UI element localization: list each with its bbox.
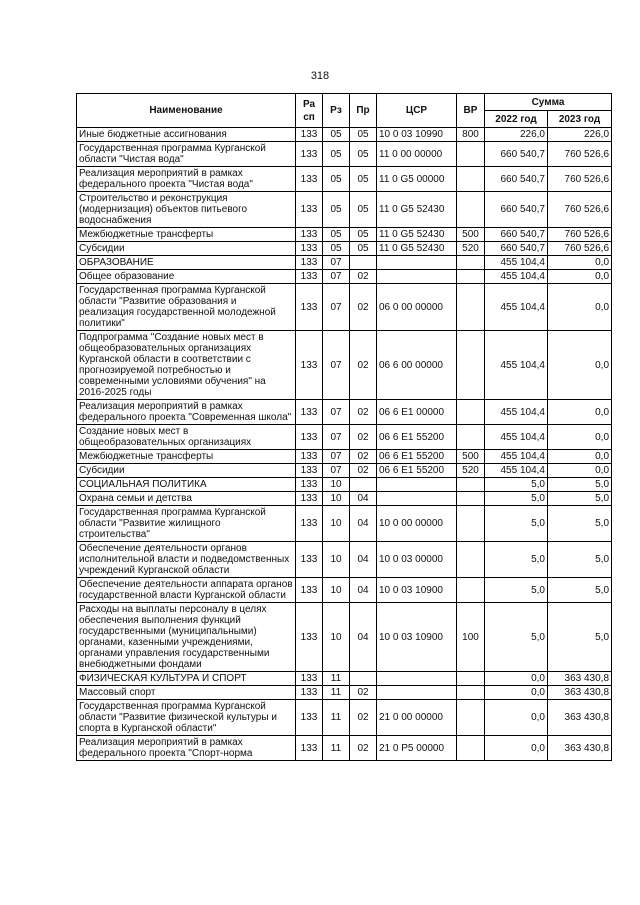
- cell-y2022: 455 104,4: [485, 450, 548, 464]
- cell-name: Подпрограмма "Создание новых мест в общеобразовательных организациях Курганской области в соответствии с прогнозируемой потребностью и современными условиями обучения" на 2016-2025 годы: [77, 331, 296, 400]
- cell-rasp: 133: [296, 478, 323, 492]
- cell-y2023: 363 430,8: [548, 686, 612, 700]
- table-row: [77, 167, 612, 192]
- table-row: [77, 256, 612, 270]
- table-row: [77, 242, 612, 256]
- cell-vr: 520: [457, 464, 485, 478]
- cell-y2023: 363 430,8: [548, 672, 612, 686]
- cell-y2023: 0,0: [548, 256, 612, 270]
- cell-vr: [457, 425, 485, 450]
- cell-rz: 10: [323, 542, 350, 578]
- cell-name: Реализация мероприятий в рамках федерального проекта "Чистая вода": [77, 167, 296, 192]
- cell-csr: 11 0 G5 52430: [377, 192, 457, 228]
- cell-rz: 05: [323, 128, 350, 142]
- header-rz: Рз: [323, 94, 350, 128]
- cell-rasp: 133: [296, 464, 323, 478]
- cell-rasp: 133: [296, 228, 323, 242]
- cell-y2022: 455 104,4: [485, 425, 548, 450]
- cell-vr: [457, 506, 485, 542]
- cell-rz: 10: [323, 578, 350, 603]
- cell-name: Государственная программа Курганской области "Развитие физической культуры и спорта в Курганской области": [77, 700, 296, 736]
- cell-y2022: 455 104,4: [485, 464, 548, 478]
- cell-rasp: 133: [296, 672, 323, 686]
- header-csr: ЦСР: [377, 94, 457, 128]
- cell-csr: 10 0 03 10900: [377, 578, 457, 603]
- cell-vr: 800: [457, 128, 485, 142]
- cell-vr: [457, 492, 485, 506]
- cell-csr: [377, 686, 457, 700]
- cell-name: ФИЗИЧЕСКАЯ КУЛЬТУРА И СПОРТ: [77, 672, 296, 686]
- cell-name: Межбюджетные трансферты: [77, 450, 296, 464]
- cell-y2022: 0,0: [485, 736, 548, 761]
- table-body: [77, 128, 612, 761]
- cell-vr: [457, 672, 485, 686]
- table-row: [77, 736, 612, 761]
- table-row: [77, 542, 612, 578]
- header-2022: 2022 год: [485, 111, 548, 128]
- cell-vr: [457, 686, 485, 700]
- cell-pr: 02: [350, 331, 377, 400]
- table-row: [77, 603, 612, 672]
- cell-y2023: 760 526,6: [548, 142, 612, 167]
- cell-rz: 07: [323, 270, 350, 284]
- cell-name: Государственная программа Курганской области "Развитие жилищного строительства": [77, 506, 296, 542]
- cell-y2022: 660 540,7: [485, 192, 548, 228]
- cell-rz: 05: [323, 167, 350, 192]
- cell-rasp: 133: [296, 425, 323, 450]
- cell-vr: [457, 167, 485, 192]
- cell-pr: 02: [350, 425, 377, 450]
- cell-csr: 11 0 00 00000: [377, 142, 457, 167]
- cell-y2022: 5,0: [485, 506, 548, 542]
- cell-name: ОБРАЗОВАНИЕ: [77, 256, 296, 270]
- cell-vr: [457, 331, 485, 400]
- cell-rz: 05: [323, 242, 350, 256]
- header-rasp: Ра сп: [296, 94, 323, 128]
- cell-rasp: 133: [296, 700, 323, 736]
- cell-rz: 11: [323, 700, 350, 736]
- cell-name: Субсидии: [77, 464, 296, 478]
- table-row: [77, 331, 612, 400]
- cell-csr: 10 0 03 00000: [377, 542, 457, 578]
- cell-vr: 520: [457, 242, 485, 256]
- cell-rasp: 133: [296, 128, 323, 142]
- cell-name: Охрана семьи и детства: [77, 492, 296, 506]
- cell-y2022: 5,0: [485, 542, 548, 578]
- cell-pr: 05: [350, 142, 377, 167]
- cell-y2022: 0,0: [485, 672, 548, 686]
- page-number: 318: [310, 70, 330, 82]
- cell-rasp: 133: [296, 578, 323, 603]
- cell-y2023: 363 430,8: [548, 700, 612, 736]
- cell-y2022: 5,0: [485, 603, 548, 672]
- cell-pr: 05: [350, 242, 377, 256]
- cell-csr: 10 0 03 10900: [377, 603, 457, 672]
- cell-name: Государственная программа Курганской области "Развитие образования и реализация государственной молодежной политики": [77, 284, 296, 331]
- cell-rz: 11: [323, 736, 350, 761]
- table-row: [77, 228, 612, 242]
- cell-vr: [457, 284, 485, 331]
- cell-pr: 02: [350, 686, 377, 700]
- cell-name: СОЦИАЛЬНАЯ ПОЛИТИКА: [77, 478, 296, 492]
- cell-y2023: 0,0: [548, 284, 612, 331]
- cell-vr: [457, 256, 485, 270]
- cell-rz: 10: [323, 506, 350, 542]
- cell-rasp: 133: [296, 603, 323, 672]
- cell-y2023: 226,0: [548, 128, 612, 142]
- cell-y2023: 760 526,6: [548, 228, 612, 242]
- cell-pr: 05: [350, 228, 377, 242]
- cell-y2022: 660 540,7: [485, 228, 548, 242]
- cell-y2022: 0,0: [485, 700, 548, 736]
- cell-y2023: 5,0: [548, 542, 612, 578]
- cell-y2023: 0,0: [548, 464, 612, 478]
- table-row: [77, 142, 612, 167]
- table-row: [77, 284, 612, 331]
- cell-rasp: 133: [296, 270, 323, 284]
- cell-rz: 07: [323, 450, 350, 464]
- cell-y2023: 5,0: [548, 506, 612, 542]
- cell-y2022: 455 104,4: [485, 256, 548, 270]
- cell-rz: 07: [323, 400, 350, 425]
- table-row: [77, 478, 612, 492]
- cell-rz: 11: [323, 686, 350, 700]
- cell-vr: [457, 142, 485, 167]
- cell-vr: [457, 270, 485, 284]
- cell-name: Расходы на выплаты персоналу в целях обеспечения выполнения функций государственными (муниципальными) органами, казенными учреждениями, органами управления государственными внебюджетными фондами: [77, 603, 296, 672]
- cell-rasp: 133: [296, 492, 323, 506]
- cell-csr: 10 0 03 10990: [377, 128, 457, 142]
- cell-y2023: 0,0: [548, 400, 612, 425]
- cell-csr: 11 0 G5 52430: [377, 228, 457, 242]
- cell-pr: 05: [350, 167, 377, 192]
- cell-csr: 06 6 E1 00000: [377, 400, 457, 425]
- header-name: Наименование: [77, 94, 296, 128]
- cell-pr: 02: [350, 450, 377, 464]
- cell-rz: 07: [323, 284, 350, 331]
- cell-y2022: 226,0: [485, 128, 548, 142]
- cell-csr: [377, 256, 457, 270]
- cell-pr: [350, 478, 377, 492]
- cell-pr: 02: [350, 464, 377, 478]
- cell-y2022: 660 540,7: [485, 242, 548, 256]
- cell-rasp: 133: [296, 450, 323, 464]
- cell-y2023: 363 430,8: [548, 736, 612, 761]
- cell-y2023: 5,0: [548, 578, 612, 603]
- cell-pr: 02: [350, 700, 377, 736]
- header-vr: ВР: [457, 94, 485, 128]
- cell-vr: [457, 542, 485, 578]
- cell-rz: 07: [323, 425, 350, 450]
- cell-vr: [457, 700, 485, 736]
- cell-pr: [350, 672, 377, 686]
- cell-rz: 10: [323, 478, 350, 492]
- cell-csr: [377, 492, 457, 506]
- cell-rz: 10: [323, 603, 350, 672]
- cell-y2023: 760 526,6: [548, 167, 612, 192]
- cell-y2023: 5,0: [548, 603, 612, 672]
- cell-pr: 04: [350, 542, 377, 578]
- cell-name: Строительство и реконструкция (модернизация) объектов питьевого водоснабжения: [77, 192, 296, 228]
- cell-vr: [457, 736, 485, 761]
- cell-y2023: 0,0: [548, 450, 612, 464]
- cell-rz: 05: [323, 192, 350, 228]
- cell-name: Иные бюджетные ассигнования: [77, 128, 296, 142]
- cell-rasp: 133: [296, 542, 323, 578]
- cell-name: Реализация мероприятий в рамках федерального проекта "Современная школа": [77, 400, 296, 425]
- cell-csr: 06 6 00 00000: [377, 331, 457, 400]
- cell-csr: 06 0 00 00000: [377, 284, 457, 331]
- cell-y2023: 0,0: [548, 331, 612, 400]
- cell-name: Обеспечение деятельности органов исполнительной власти и подведомственных учреждений Курганской области: [77, 542, 296, 578]
- cell-pr: 02: [350, 400, 377, 425]
- cell-csr: [377, 672, 457, 686]
- cell-name: Создание новых мест в общеобразовательных организациях: [77, 425, 296, 450]
- cell-y2023: 5,0: [548, 478, 612, 492]
- cell-rasp: 133: [296, 400, 323, 425]
- table-row: [77, 192, 612, 228]
- cell-rasp: 133: [296, 142, 323, 167]
- cell-y2023: 5,0: [548, 492, 612, 506]
- cell-rasp: 133: [296, 506, 323, 542]
- cell-vr: [457, 400, 485, 425]
- cell-csr: 06 6 E1 55200: [377, 425, 457, 450]
- cell-rz: 05: [323, 228, 350, 242]
- cell-y2022: 455 104,4: [485, 284, 548, 331]
- cell-y2022: 455 104,4: [485, 400, 548, 425]
- cell-pr: 05: [350, 192, 377, 228]
- cell-csr: 06 6 E1 55200: [377, 464, 457, 478]
- cell-vr: [457, 578, 485, 603]
- table-row: [77, 400, 612, 425]
- cell-rz: 11: [323, 672, 350, 686]
- table-row: [77, 492, 612, 506]
- cell-y2023: 760 526,6: [548, 192, 612, 228]
- cell-pr: 02: [350, 284, 377, 331]
- cell-vr: [457, 192, 485, 228]
- cell-rz: 10: [323, 492, 350, 506]
- cell-vr: 500: [457, 228, 485, 242]
- table-row: [77, 464, 612, 478]
- table-row: [77, 128, 612, 142]
- cell-pr: 05: [350, 128, 377, 142]
- cell-csr: 21 0 P5 00000: [377, 736, 457, 761]
- table-row: [77, 270, 612, 284]
- header-sum: Сумма: [485, 94, 612, 111]
- cell-rasp: 133: [296, 686, 323, 700]
- cell-rz: 07: [323, 256, 350, 270]
- cell-csr: 11 0 G5 52430: [377, 242, 457, 256]
- table-row: [77, 686, 612, 700]
- cell-y2022: 0,0: [485, 686, 548, 700]
- cell-y2023: 760 526,6: [548, 242, 612, 256]
- header-pr: Пр: [350, 94, 377, 128]
- cell-y2022: 660 540,7: [485, 167, 548, 192]
- cell-rz: 07: [323, 464, 350, 478]
- cell-y2023: 0,0: [548, 425, 612, 450]
- cell-vr: 100: [457, 603, 485, 672]
- cell-pr: 02: [350, 736, 377, 761]
- cell-csr: [377, 478, 457, 492]
- cell-y2022: 5,0: [485, 578, 548, 603]
- cell-rasp: 133: [296, 331, 323, 400]
- cell-name: Обеспечение деятельности аппарата органов государственной власти Курганской области: [77, 578, 296, 603]
- cell-y2022: 455 104,4: [485, 331, 548, 400]
- cell-pr: [350, 256, 377, 270]
- header-2023: 2023 год: [548, 111, 612, 128]
- cell-rasp: 133: [296, 242, 323, 256]
- cell-csr: [377, 270, 457, 284]
- cell-csr: 11 0 G5 00000: [377, 167, 457, 192]
- cell-csr: 10 0 00 00000: [377, 506, 457, 542]
- cell-name: Государственная программа Курганской области "Чистая вода": [77, 142, 296, 167]
- cell-rz: 07: [323, 331, 350, 400]
- cell-pr: 04: [350, 578, 377, 603]
- cell-csr: 06 6 E1 55200: [377, 450, 457, 464]
- cell-rasp: 133: [296, 256, 323, 270]
- table-row: [77, 450, 612, 464]
- cell-vr: [457, 478, 485, 492]
- cell-name: Общее образование: [77, 270, 296, 284]
- table-row: [77, 700, 612, 736]
- cell-rz: 05: [323, 142, 350, 167]
- table-row: [77, 506, 612, 542]
- table-row: [77, 425, 612, 450]
- table-row: [77, 578, 612, 603]
- cell-name: Реализация мероприятий в рамках федерального проекта "Спорт-норма: [77, 736, 296, 761]
- cell-pr: 04: [350, 603, 377, 672]
- cell-name: Субсидии: [77, 242, 296, 256]
- cell-y2022: 455 104,4: [485, 270, 548, 284]
- cell-pr: 04: [350, 506, 377, 542]
- cell-vr: 500: [457, 450, 485, 464]
- cell-rasp: 133: [296, 736, 323, 761]
- cell-csr: 21 0 00 00000: [377, 700, 457, 736]
- table-row: [77, 672, 612, 686]
- cell-rasp: 133: [296, 167, 323, 192]
- cell-y2022: 5,0: [485, 478, 548, 492]
- cell-rasp: 133: [296, 192, 323, 228]
- cell-pr: 04: [350, 492, 377, 506]
- budget-table: [76, 93, 612, 761]
- cell-pr: 02: [350, 270, 377, 284]
- cell-name: Межбюджетные трансферты: [77, 228, 296, 242]
- cell-rasp: 133: [296, 284, 323, 331]
- cell-name: Массовый спорт: [77, 686, 296, 700]
- cell-y2022: 660 540,7: [485, 142, 548, 167]
- cell-y2022: 5,0: [485, 492, 548, 506]
- cell-y2023: 0,0: [548, 270, 612, 284]
